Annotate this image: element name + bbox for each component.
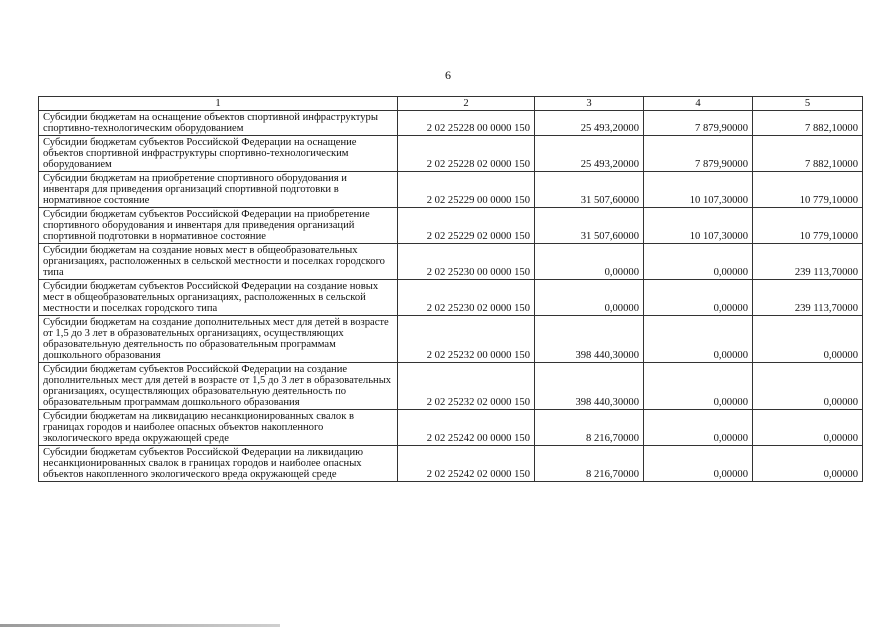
amount-col4-cell: 0,00000 — [644, 244, 753, 280]
subsidy-name-cell: Субсидии бюджетам на оснащение объектов спортивной инфраструктуры спортивно-технологическим оборудованием — [39, 111, 398, 136]
budget-code-cell: 2 02 25232 00 0000 150 — [398, 316, 535, 363]
table-row — [39, 410, 863, 446]
amount-col3-cell: 398 440,30000 — [535, 316, 644, 363]
amount-col5-cell: 10 779,10000 — [753, 172, 863, 208]
amount-col4-cell: 0,00000 — [644, 316, 753, 363]
column-header-4: 4 — [644, 97, 753, 111]
table-row — [39, 280, 863, 316]
header-row — [39, 97, 863, 111]
amount-col5-cell: 0,00000 — [753, 446, 863, 482]
budget-code-cell: 2 02 25232 02 0000 150 — [398, 363, 535, 410]
table-row — [39, 172, 863, 208]
table-row — [39, 208, 863, 244]
budget-code-cell: 2 02 25229 00 0000 150 — [398, 172, 535, 208]
amount-col5-cell: 0,00000 — [753, 410, 863, 446]
subsidy-name-cell: Субсидии бюджетам субъектов Российской Федерации на создание дополнительных мест для детей в возрасте от 1,5 до 3 лет в образовательных организациях, осуществляющих образовательную деятельность по образовательным программам дошкольного образования — [39, 363, 398, 410]
table-body — [39, 111, 863, 482]
amount-col4-cell: 0,00000 — [644, 446, 753, 482]
amount-col3-cell: 398 440,30000 — [535, 363, 644, 410]
table-row — [39, 363, 863, 410]
budget-code-cell: 2 02 25242 00 0000 150 — [398, 410, 535, 446]
subsidy-name-cell: Субсидии бюджетам субъектов Российской Федерации на ликвидацию несанкционированных свалок в границах городов и наиболее опасных объектов накопленного экологического вреда окружающей среде — [39, 446, 398, 482]
amount-col4-cell: 0,00000 — [644, 280, 753, 316]
subsidy-name-cell: Субсидии бюджетам субъектов Российской Федерации на создание новых мест в общеобразовательных организациях, расположенных в сельской местности и поселках городского типа — [39, 280, 398, 316]
subsidy-name-cell: Субсидии бюджетам субъектов Российской Федерации на приобретение спортивного оборудования и инвентаря для приведения организаций спортивной подготовки в нормативное состояние — [39, 208, 398, 244]
amount-col3-cell: 25 493,20000 — [535, 111, 644, 136]
amount-col3-cell: 0,00000 — [535, 244, 644, 280]
budget-code-cell: 2 02 25229 02 0000 150 — [398, 208, 535, 244]
column-header-1: 1 — [39, 97, 398, 111]
page-number: 6 — [445, 68, 451, 82]
table-row — [39, 446, 863, 482]
amount-col5-cell: 0,00000 — [753, 316, 863, 363]
amount-col4-cell: 0,00000 — [644, 363, 753, 410]
amount-col3-cell: 25 493,20000 — [535, 136, 644, 172]
column-header-3: 3 — [535, 97, 644, 111]
amount-col4-cell: 7 879,90000 — [644, 111, 753, 136]
budget-code-cell: 2 02 25230 00 0000 150 — [398, 244, 535, 280]
subsidy-name-cell: Субсидии бюджетам на приобретение спортивного оборудования и инвентаря для приведения организаций спортивной подготовки в нормативное состояние — [39, 172, 398, 208]
amount-col5-cell: 10 779,10000 — [753, 208, 863, 244]
amount-col5-cell: 7 882,10000 — [753, 111, 863, 136]
column-header-2: 2 — [398, 97, 535, 111]
amount-col5-cell: 239 113,70000 — [753, 280, 863, 316]
budget-code-cell: 2 02 25230 02 0000 150 — [398, 280, 535, 316]
amount-col3-cell: 8 216,70000 — [535, 446, 644, 482]
scan-edge-mark — [0, 624, 280, 627]
subsidy-name-cell: Субсидии бюджетам субъектов Российской Федерации на оснащение объектов спортивной инфраструктуры спортивно-технологическим оборудованием — [39, 136, 398, 172]
budget-code-cell: 2 02 25228 02 0000 150 — [398, 136, 535, 172]
budget-table — [38, 96, 863, 482]
table-row — [39, 136, 863, 172]
budget-code-cell: 2 02 25228 00 0000 150 — [398, 111, 535, 136]
table-row — [39, 316, 863, 363]
amount-col4-cell: 0,00000 — [644, 410, 753, 446]
amount-col5-cell: 7 882,10000 — [753, 136, 863, 172]
amount-col3-cell: 0,00000 — [535, 280, 644, 316]
column-header-5: 5 — [753, 97, 863, 111]
table-row — [39, 111, 863, 136]
amount-col3-cell: 31 507,60000 — [535, 208, 644, 244]
amount-col3-cell: 8 216,70000 — [535, 410, 644, 446]
subsidy-name-cell: Субсидии бюджетам на ликвидацию несанкционированных свалок в границах городов и наиболее опасных объектов накопленного экологического вреда окружающей среде — [39, 410, 398, 446]
amount-col4-cell: 10 107,30000 — [644, 208, 753, 244]
subsidy-name-cell: Субсидии бюджетам на создание дополнительных мест для детей в возрасте от 1,5 до 3 лет в образовательных организациях, осуществляющих образовательную деятельность по образовательным программам дошкольного образования — [39, 316, 398, 363]
subsidy-name-cell: Субсидии бюджетам на создание новых мест в общеобразовательных организациях, расположенных в сельской местности и поселках городского типа — [39, 244, 398, 280]
amount-col5-cell: 239 113,70000 — [753, 244, 863, 280]
amount-col4-cell: 10 107,30000 — [644, 172, 753, 208]
amount-col3-cell: 31 507,60000 — [535, 172, 644, 208]
table-row — [39, 244, 863, 280]
budget-code-cell: 2 02 25242 02 0000 150 — [398, 446, 535, 482]
amount-col4-cell: 7 879,90000 — [644, 136, 753, 172]
amount-col5-cell: 0,00000 — [753, 363, 863, 410]
